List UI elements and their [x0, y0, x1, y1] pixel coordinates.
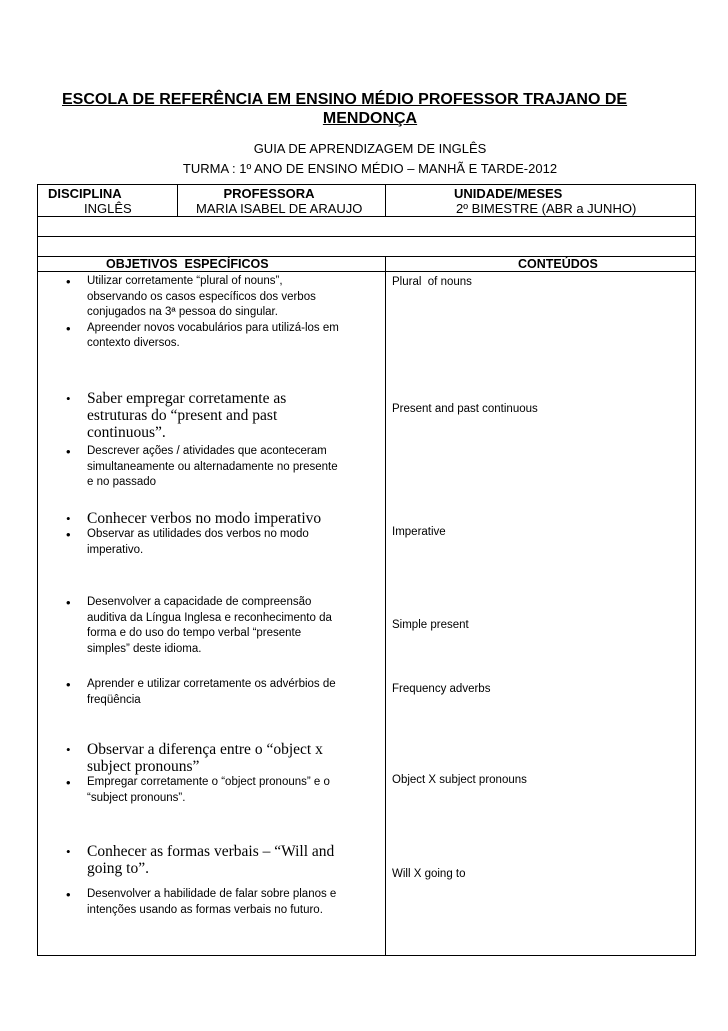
unit-cell	[386, 185, 696, 217]
objective-item: • Apreender novos vocabulários para utilizá-los em contexto diversos.	[38, 321, 346, 352]
column-header-row	[38, 257, 696, 272]
content-item: Object X subject pronouns	[392, 774, 527, 786]
objective-item: • Observar a diferença entre o “object x subject pronouns”	[38, 741, 346, 775]
objectives-header-cell	[38, 257, 386, 272]
content-row	[38, 272, 696, 956]
objectives-block-3	[38, 510, 346, 558]
school-title-line2: MENDONÇA	[322, 110, 418, 127]
objectives-header: OBJETIVOS ESPECÍFICOS	[106, 257, 269, 271]
objective-item: • Saber empregar corretamente as estruturas do “present and past continuous”.	[38, 390, 346, 441]
contents-header: CONTEÚDOS	[518, 257, 598, 271]
teacher-value: MARIA ISABEL DE ARAUJO	[196, 201, 363, 216]
blank-row-1	[38, 217, 696, 237]
objective-item: • Conhecer verbos no modo imperativo	[38, 510, 346, 527]
objective-item: • Descrever ações / atividades que aconteceram simultaneamente ou alternadamente no presente e no passado	[38, 444, 346, 491]
discipline-cell	[38, 185, 178, 217]
unit-label: UNIDADE/MESES	[454, 186, 563, 201]
objective-item: • Desenvolver a capacidade de compreensão auditiva da Língua Inglesa e reconhecimento da forma e do uso do tempo verbal “presente simples” deste idioma.	[38, 595, 346, 657]
objectives-block-2	[38, 390, 346, 491]
guide-title: GUIA DE APRENDIZAGEM DE INGLÊS	[253, 141, 487, 156]
contents-cell	[386, 272, 696, 956]
content-item: Imperative	[392, 526, 446, 538]
contents-header-cell	[386, 257, 696, 272]
content-item: Frequency adverbs	[392, 683, 491, 695]
objective-item: • Conhecer as formas verbais – “Will and going to”.	[38, 843, 346, 877]
objectives-block-5	[38, 677, 346, 708]
school-title-line1: ESCOLA DE REFERÊNCIA EM ENSINO MÉDIO PROFESSOR TRAJANO DE	[62, 91, 628, 108]
content-item: Present and past continuous	[392, 403, 538, 415]
info-row	[38, 185, 696, 217]
discipline-label: DISCIPLINA	[48, 186, 122, 201]
objective-item: • Aprender e utilizar corretamente os advérbios de freqüência	[38, 677, 346, 708]
objective-item: • Desenvolver a habilidade de falar sobre planos e intenções usando as formas verbais no futuro.	[38, 887, 346, 918]
objectives-block-4	[38, 595, 346, 657]
content-item: Simple present	[392, 619, 469, 631]
objective-item: • Utilizar corretamente “plural of nouns”, observando os casos específicos dos verbos conjugados na 3ª pessoa do singular.	[38, 274, 346, 321]
content-item: Will X going to	[392, 868, 466, 880]
teacher-cell	[178, 185, 386, 217]
content-item: Plural of nouns	[392, 276, 472, 288]
objectives-block-6	[38, 741, 346, 806]
objectives-block-1	[38, 274, 346, 352]
discipline-value: INGLÊS	[84, 201, 132, 216]
blank-row-2	[38, 237, 696, 257]
objective-item: • Empregar corretamente o “object pronouns” e o “subject pronouns”.	[38, 775, 346, 806]
objectives-cell	[38, 272, 386, 956]
objectives-block-7	[38, 843, 346, 918]
class-line: TURMA : 1º ANO DE ENSINO MÉDIO – MANHÃ E TARDE-2012	[182, 161, 558, 176]
objective-item: • Observar as utilidades dos verbos no modo imperativo.	[38, 527, 346, 558]
teacher-label: PROFESSORA	[223, 186, 315, 201]
unit-value: 2º BIMESTRE (ABR a JUNHO)	[456, 201, 637, 216]
learning-guide-table	[37, 184, 696, 956]
